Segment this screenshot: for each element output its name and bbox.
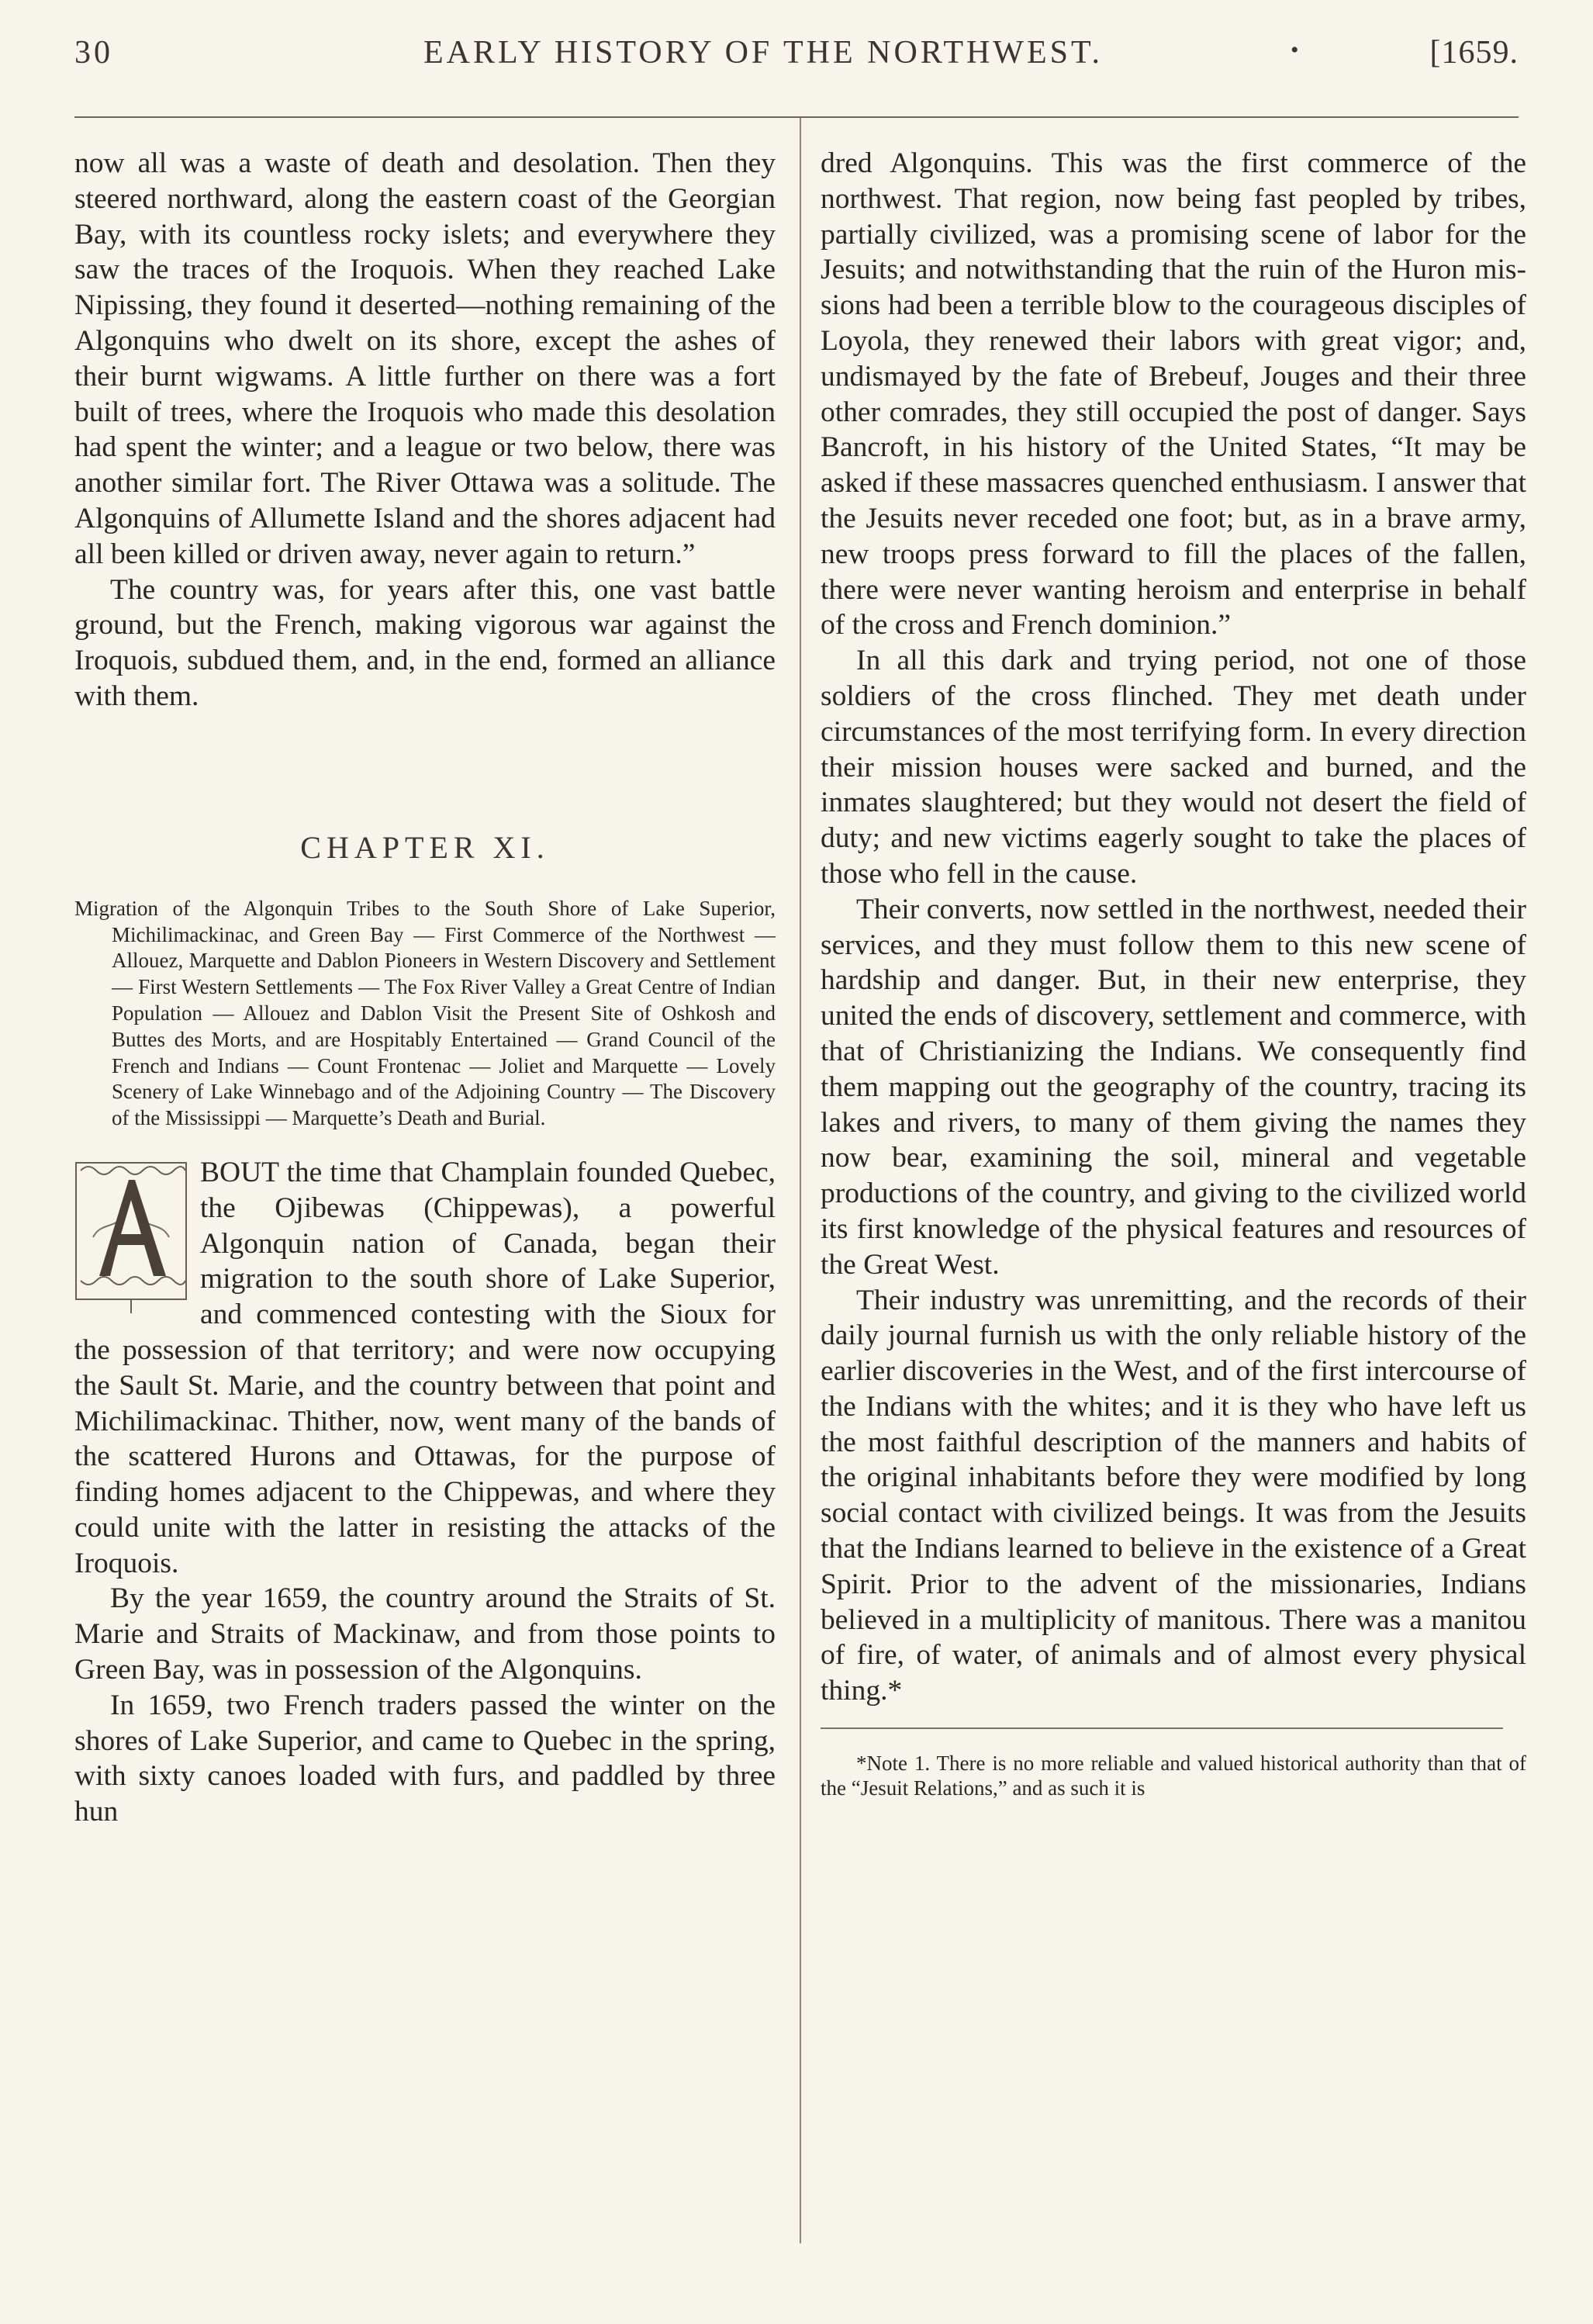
drop-cap-letter: A bbox=[130, 1267, 132, 1269]
paragraph: dred Algonquins. This was the first commerce of the northwest. That region, now being fast peopled by tribes, partially civilized, was a promising scene of labor for the Jesuits; and notwithstanding that the ruin of the Huron missions had been a terrible blow to the courageous disciples of Loyola, they renewed their labors with great vigor; and, undismayed by the fate of Brebeuf, Jouges and their three other comrades, they still occupied the post of danger. Says Bancroft, in his history of the United States, “It may be asked if these massacres quenched enthusiasm. I answer that the Jesuits never receded one foot; but, as in a brave army, new troops press forward to fill the places of the fallen, there were never wanting heroism and enterprise in behalf of the cross and French dominion.” bbox=[821, 147, 1526, 642]
page-number: 30 bbox=[74, 35, 113, 71]
paragraph: BOUT the time that Champlain founded Quebec, the Ojibewas (Chippewas), a powerful Algonquin nation of Canada, began their migration to the south shore of Lake Superior, and commenced contesting with the Sioux for the possession of that territory; and were now occupying the Sault St. Marie, and the country between that point and Michilimackinac. Thither, now, went many of the bands of the scattered Hurons and Ottawas, for the purpose of finding homes adjacent to the Chippewas, and where they could unite with the latter in resisting the attacks of the Iroquois. bbox=[74, 1156, 776, 1579]
footnote-rule bbox=[821, 1727, 1503, 1729]
footnote: *Note 1. There is no more reliable and valued historical authority than that of the “Jesuit Relations,” and as such it is bbox=[821, 1752, 1526, 1800]
page-year: [1659. bbox=[1429, 35, 1519, 71]
book-title: EARLY HISTORY OF THE NORTHWEST. bbox=[423, 35, 1104, 71]
chapter-opening bbox=[74, 1155, 776, 1582]
paragraph: Their industry was unremitting, and the records of their daily journal furnish us with the only reliable history of the earlier discoveries in the West, and of the first intercourse of the Indians with the whites; and it is they who have left us the most faithful description of the manners and habits of the original inhabitants before they were modified by long social contact with civilized beings. It was from the Jesuits that the Indians learned to believe in the existence of a Great Spirit. Prior to the advent of the missionaries, Indians believed in a multiplicity of manitous. There was a manitou of fire, of water, of animals and of almost every physical thing.* bbox=[821, 1284, 1526, 1707]
running-head bbox=[74, 34, 1519, 81]
left-column bbox=[74, 146, 776, 1830]
column-divider bbox=[800, 118, 801, 2243]
paragraph: In all this dark and trying period, not one of those soldiers of the cross flinched. They met death under circumstances of the most terrifying form. In every direction their mission houses were sacked and burned, and the inmates slaughtered; but they would not desert the field of duty; and new victims eagerly sought to take the places of those who fell in the cause. bbox=[821, 645, 1526, 890]
header-mark: • bbox=[1291, 37, 1302, 63]
chapter-heading: CHAPTER XI. bbox=[300, 829, 550, 865]
ornamental-drop-cap-icon bbox=[73, 1160, 189, 1315]
paragraph: By the year 1659, the country around the Straits of St. Marie and Straits of Mackinaw, and from those points to Green Bay, was in possession of the Algonquins. bbox=[74, 1582, 776, 1686]
chapter-summary: Migration of the Algonquin Tribes to the South Shore of Lake Superior, Michilimackinac, and Green Bay — First Commerce of the Northwest — Allouez, Marquette and Dablon Pioneers in Western Discovery and Settlement — First Western Settlements — The Fox River Valley a Great Centre of Indian Population — Allouez and Dablon Visit the Present Site of Oshkosh and Buttes des Morts, and are Hospitably Entertained — Grand Council of the French and Indians — Count Frontenac — Joliet and Marquette — Lovely Scenery of Lake Winnebago and of the Adjoining Country — The Discovery of the Mississippi — Marquette’s Death and Burial. bbox=[74, 896, 776, 1130]
right-column bbox=[821, 146, 1526, 1800]
header-rule bbox=[74, 116, 1519, 118]
paragraph: now all was a waste of death and desolation. Then they steered northward, along the eastern coast of the Georgian Bay, with its countless rocky islets; and everywhere they saw the traces of the Iroquois. When they reached Lake Nipissing, they found it deserted—nothing remaining of the Algonquins who dwelt on its shore, except the ashes of their burnt wigwams. A little further on there was a fort built of trees, where the Iroquois who made this desolation had spent the winter; and a league or two below, there was another similar fort. The River Ottawa was a solitude. The Algonquins of Allumette Island and the shores adjacent had all been killed or driven away, never again to return.” bbox=[74, 147, 776, 570]
paragraph: The country was, for years after this, one vast battle ground, but the French, making vigorous war against the Iroquois, subdued them, and, in the end, formed an alliance with them. bbox=[74, 573, 776, 712]
paragraph: In 1659, two French traders passed the winter on the shores of Lake Superior, and came to Quebec in the spring, with sixty canoes loaded with furs, and paddled by three hun bbox=[74, 1689, 776, 1828]
paragraph: Their converts, now settled in the northwest, needed their services, and they must follow them to this new scene of hardship and danger. But, in their new enterprise, they united the ends of discovery, settlement and commerce, with that of Christianizing the Indians. We consequently find them mapping out the geography of the country, tracing its lakes and rivers, to many of them giving the names they now bear, examining the soil, mineral and vegetable productions of the country, and giving to the civilized world its first knowledge of the physical features and resources of the Great West. bbox=[821, 893, 1526, 1281]
